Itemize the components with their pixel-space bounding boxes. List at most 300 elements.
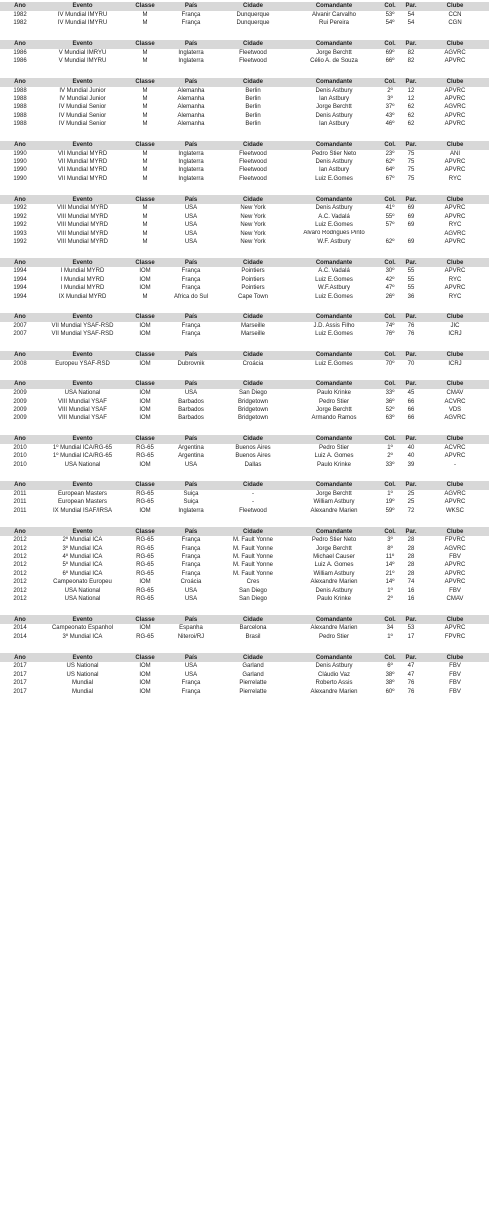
cell-classe: RG-65 — [136, 587, 154, 594]
header-comandante: Comandante — [289, 313, 379, 322]
header-colocacao: Col. — [379, 351, 401, 360]
header-cidade: Cidade — [217, 2, 289, 11]
cell-classe: RG-65 — [136, 596, 154, 603]
cell-comandante: Michael Causer — [313, 554, 355, 561]
cell-colocacao: 37º — [385, 104, 395, 111]
cell-classe: M — [142, 175, 148, 182]
results-table — [0, 141, 489, 184]
header-comandante: Comandante — [289, 527, 379, 536]
header-classe: Classe — [125, 435, 165, 444]
cell-participantes: 28 — [407, 545, 415, 552]
cell-cidade: Pointiers — [241, 276, 265, 283]
cell-clube: APVRC — [444, 112, 466, 119]
cell-participantes: 47 — [407, 671, 415, 678]
header-participantes: Par. — [401, 481, 421, 490]
cell-clube: APVRC — [444, 238, 466, 245]
results-section — [0, 435, 489, 469]
cell-pais: Espanha — [179, 625, 203, 632]
header-participantes: Par. — [401, 435, 421, 444]
cell-classe: M — [142, 238, 148, 245]
cell-participantes: 40 — [407, 444, 415, 451]
cell-ano: 2010 — [13, 461, 27, 468]
cell-clube: FBV — [449, 554, 461, 561]
cell-comandante: Alvaro Rodrigues Pinto — [303, 230, 365, 237]
cell-participantes: 69 — [407, 213, 415, 220]
cell-participantes: 25 — [407, 491, 415, 497]
cell-clube: APVRC — [444, 625, 466, 632]
cell-clube: APVRC — [444, 213, 466, 220]
cell-colocacao: 23º — [385, 150, 395, 157]
cell-pais: Niteroi/RJ — [177, 633, 205, 640]
cell-colocacao: 70º — [385, 360, 395, 367]
table-header-row — [0, 527, 489, 536]
results-section — [0, 195, 489, 246]
header-participantes: Par. — [401, 313, 421, 322]
header-participantes: Par. — [401, 615, 421, 624]
cell-colocacao: 60º — [385, 688, 395, 695]
cell-ano: 1986 — [13, 49, 27, 56]
cell-ano: 2012 — [13, 596, 27, 603]
cell-comandante: Luiz E.Gomes — [315, 293, 353, 300]
table-row — [0, 238, 489, 246]
cell-ano: 1994 — [13, 293, 27, 300]
cell-evento: IV Mundial Senior — [58, 112, 107, 119]
cell-ano: 1990 — [13, 150, 27, 157]
table-header-row — [0, 380, 489, 389]
cell-evento: IV Mundial IMYRU — [57, 12, 108, 18]
table-row — [0, 293, 489, 301]
header-evento: Evento — [40, 527, 125, 536]
cell-classe: IOM — [139, 285, 151, 292]
cell-clube: AGVRC — [444, 415, 466, 422]
cell-evento: VII Mundial YSAF-RSD — [51, 322, 114, 329]
header-evento: Evento — [40, 380, 125, 389]
table-row — [0, 398, 489, 406]
cell-comandante: Denis Astbury — [315, 112, 353, 119]
cell-comandante: J.D. Assis Filho — [313, 322, 355, 329]
cell-evento: US National — [66, 671, 99, 678]
cell-comandante: Ian Astbury — [318, 121, 350, 128]
header-evento: Evento — [40, 653, 125, 662]
cell-ano: 1994 — [13, 285, 27, 292]
cell-classe: M — [142, 49, 148, 56]
cell-evento: Campeonato Europeu — [53, 579, 112, 586]
table-row — [0, 595, 489, 603]
results-section — [0, 653, 489, 696]
header-ano: Ano — [0, 40, 40, 49]
cell-clube: FBV — [449, 671, 461, 678]
cell-ano: 1988 — [13, 121, 27, 128]
header-participantes: Par. — [401, 351, 421, 360]
cell-colocacao: 52º — [385, 406, 395, 413]
header-comandante: Comandante — [289, 351, 379, 360]
cell-cidade: Garland — [242, 663, 264, 670]
cell-cidade: M. Fault Yonne — [232, 545, 274, 552]
table-header-row — [0, 481, 489, 490]
cell-pais: França — [181, 562, 201, 569]
results-table — [0, 351, 489, 368]
header-participantes: Par. — [401, 653, 421, 662]
cell-pais: França — [181, 322, 201, 329]
cell-ano: 1994 — [13, 276, 27, 283]
cell-classe: IOM — [139, 398, 151, 405]
cell-participantes: 69 — [407, 238, 415, 245]
results-table — [0, 78, 489, 129]
cell-clube: APVRC — [444, 579, 466, 586]
cell-participantes: 53 — [407, 625, 415, 632]
header-ano: Ano — [0, 78, 40, 87]
results-section — [0, 527, 489, 603]
table-row — [0, 158, 489, 166]
cell-ano: 2012 — [13, 545, 27, 552]
cell-classe: M — [142, 87, 148, 94]
cell-pais: USA — [184, 390, 198, 397]
cell-ano: 1988 — [13, 96, 27, 103]
cell-pais: Dubrovnik — [177, 360, 205, 367]
table-header-row — [0, 40, 489, 49]
header-clube: Clube — [421, 615, 489, 624]
cell-ano: 1993 — [13, 230, 27, 237]
table-row — [0, 11, 489, 19]
results-section — [0, 258, 489, 301]
table-row — [0, 150, 489, 158]
cell-clube: RYC — [448, 276, 462, 283]
table-row — [0, 230, 489, 238]
cell-pais: Argentina — [178, 453, 204, 460]
cell-cidade: Croácia — [242, 360, 264, 367]
cell-comandante: Alexandre Marien — [310, 579, 358, 586]
cell-clube: ACVRC — [444, 444, 466, 451]
cell-participantes: 76 — [407, 680, 415, 687]
cell-participantes: 69 — [407, 222, 415, 229]
cell-clube: CCN — [448, 12, 462, 18]
cell-cidade: Fleetwood — [239, 167, 267, 174]
cell-ano: 2009 — [13, 398, 27, 405]
header-pais: País — [165, 351, 217, 360]
cell-pais: Alemanha — [177, 112, 205, 119]
cell-clube: RYC — [448, 175, 462, 182]
cell-colocacao: 64º — [385, 167, 395, 174]
cell-comandante: Paulo Krinke — [316, 390, 352, 397]
cell-clube: FBV — [449, 680, 461, 687]
header-colocacao: Col. — [379, 615, 401, 624]
cell-classe: M — [142, 58, 148, 65]
cell-clube: APVRC — [444, 268, 466, 275]
header-pais: País — [165, 615, 217, 624]
cell-ano: 2007 — [13, 331, 27, 338]
table-row — [0, 507, 489, 515]
cell-clube: CMAV — [446, 390, 464, 397]
header-cidade: Cidade — [217, 615, 289, 624]
cell-comandante: Pedro Stier Neto — [311, 537, 357, 544]
cell-colocacao: 53º — [385, 12, 395, 18]
cell-ano: 1990 — [13, 175, 27, 182]
cell-pais: França — [181, 276, 201, 283]
header-cidade: Cidade — [217, 527, 289, 536]
cell-colocacao: 33º — [385, 461, 395, 468]
cell-cidade: San Diego — [238, 390, 268, 397]
cell-classe: IOM — [139, 507, 151, 514]
cell-evento: I Mundial MYRD — [60, 276, 105, 283]
cell-colocacao: 26º — [385, 293, 395, 300]
cell-cidade: Marseille — [240, 322, 265, 329]
cell-classe: RG-65 — [136, 499, 154, 506]
table-row — [0, 444, 489, 452]
cell-cidade: Fleetwood — [239, 58, 267, 65]
header-ano: Ano — [0, 313, 40, 322]
cell-evento: Campeonato Espanhol — [51, 625, 114, 632]
table-header-row — [0, 653, 489, 662]
cell-comandante: Pedro Stier — [318, 444, 349, 451]
cell-colocacao: 2º — [387, 596, 393, 603]
cell-comandante: Armando Ramos — [311, 415, 357, 422]
cell-cidade: Dunquerque — [236, 20, 270, 27]
cell-participantes: 82 — [407, 49, 415, 56]
results-table — [0, 40, 489, 66]
table-row — [0, 19, 489, 27]
cell-clube: AGVRC — [444, 230, 466, 237]
table-header-row — [0, 258, 489, 267]
header-pais: País — [165, 2, 217, 11]
cell-pais: USA — [184, 213, 198, 220]
header-comandante: Comandante — [289, 380, 379, 389]
cell-evento: Mundial — [71, 688, 93, 695]
header-clube: Clube — [421, 141, 489, 150]
cell-comandante: Jorge Berchtt — [316, 545, 352, 552]
cell-classe: RG-65 — [136, 570, 154, 577]
cell-colocacao: 59º — [385, 507, 395, 514]
cell-cidade: Berlin — [245, 87, 261, 94]
cell-comandante: Ian Astbury — [318, 167, 350, 174]
header-evento: Evento — [40, 615, 125, 624]
header-colocacao: Col. — [379, 435, 401, 444]
cell-participantes: 28 — [407, 537, 415, 544]
results-section — [0, 78, 489, 129]
table-row — [0, 406, 489, 414]
cell-clube: VDS — [448, 406, 462, 413]
cell-evento: IV Mundial Junior — [59, 87, 106, 94]
cell-clube: ANI — [449, 150, 460, 157]
table-row — [0, 276, 489, 284]
cell-participantes — [401, 230, 421, 238]
cell-ano: 2011 — [13, 507, 27, 514]
cell-colocacao: 3º — [387, 537, 393, 544]
table-header-row — [0, 435, 489, 444]
cell-evento: USA National — [64, 461, 101, 468]
cell-classe: IOM — [139, 680, 151, 687]
cell-colocacao: 21º — [385, 570, 395, 577]
cell-participantes: 66 — [407, 415, 415, 422]
cell-participantes: 62 — [407, 112, 415, 119]
cell-classe: IOM — [139, 461, 151, 468]
cell-clube: FBV — [449, 688, 461, 695]
cell-classe: M — [142, 293, 148, 300]
header-clube: Clube — [421, 195, 489, 204]
cell-ano: 2007 — [13, 322, 27, 329]
table-row — [0, 662, 489, 670]
cell-classe: M — [142, 112, 148, 119]
cell-clube: AGVRC — [444, 491, 466, 497]
cell-evento: VIII Mundial YSAF — [58, 398, 107, 405]
cell-pais: França — [181, 20, 201, 27]
cell-classe: M — [142, 213, 148, 220]
cell-cidade: Bridgetown — [237, 415, 269, 422]
cell-cidade: Berlin — [245, 96, 261, 103]
cell-evento: 6º Mundial ICA — [62, 570, 103, 577]
cell-cidade: New York — [240, 222, 266, 229]
results-table — [0, 615, 489, 641]
header-clube: Clube — [421, 258, 489, 267]
cell-pais: Alemanha — [177, 96, 205, 103]
cell-pais: França — [181, 688, 201, 695]
header-ano: Ano — [0, 141, 40, 150]
header-cidade: Cidade — [217, 195, 289, 204]
cell-evento: 1º Mundial ICA/RG-65 — [52, 444, 113, 451]
cell-cidade: Brasil — [245, 633, 261, 640]
cell-clube: CMAV — [446, 596, 464, 603]
cell-comandante: Denis Astbury — [315, 663, 353, 670]
cell-pais: USA — [184, 461, 198, 468]
cell-evento: USA National — [64, 390, 101, 397]
cell-evento: IX Mundial MYRD — [58, 293, 107, 300]
header-colocacao: Col. — [379, 380, 401, 389]
cell-participantes: 75 — [407, 167, 415, 174]
results-section — [0, 481, 489, 515]
header-participantes: Par. — [401, 78, 421, 87]
cell-comandante: Luiz E.Gomes — [315, 360, 353, 367]
cell-evento: VIII Mundial MYRD — [56, 213, 108, 220]
header-participantes: Par. — [401, 40, 421, 49]
cell-comandante: W.F.Astbury — [317, 285, 350, 292]
cell-participantes: 75 — [407, 150, 415, 157]
cell-participantes: 69 — [407, 205, 415, 212]
header-evento: Evento — [40, 78, 125, 87]
header-evento: Evento — [40, 2, 125, 11]
cell-classe: RG-65 — [136, 537, 154, 544]
cell-clube: FBV — [449, 587, 461, 594]
cell-pais: França — [181, 554, 201, 561]
cell-evento: European Masters — [57, 499, 108, 506]
header-participantes: Par. — [401, 258, 421, 267]
results-section — [0, 40, 489, 66]
cell-evento: USA National — [64, 587, 101, 594]
cell-clube: AGVRC — [444, 545, 466, 552]
cell-comandante: A.C. Vadalá — [318, 268, 350, 275]
cell-clube: JIC — [450, 322, 460, 329]
cell-colocacao: 62º — [385, 159, 395, 166]
cell-colocacao: 8º — [387, 545, 393, 552]
cell-comandante: Luiz E.Gomes — [315, 222, 353, 229]
cell-comandante: Alvanir Carvalho — [311, 12, 357, 18]
header-clube: Clube — [421, 481, 489, 490]
cell-participantes: 76 — [407, 688, 415, 695]
header-ano: Ano — [0, 527, 40, 536]
header-comandante: Comandante — [289, 2, 379, 11]
cell-cidade: M. Fault Yonne — [232, 554, 274, 561]
cell-cidade: New York — [240, 238, 266, 245]
cell-ano: 2014 — [13, 625, 27, 632]
cell-ano: 1992 — [13, 238, 27, 245]
cell-ano: 1992 — [13, 222, 27, 229]
cell-comandante: Luiz A. Gomes — [314, 562, 354, 569]
cell-pais: Inglaterra — [178, 175, 204, 182]
cell-cidade: Bridgetown — [237, 398, 269, 405]
cell-participantes: 55 — [407, 285, 415, 292]
cell-colocacao — [379, 230, 401, 238]
table-row — [0, 679, 489, 687]
cell-participantes: 12 — [407, 96, 415, 103]
cell-cidade: Pointiers — [241, 268, 265, 275]
cell-cidade: Marseille — [240, 331, 265, 338]
cell-participantes: 25 — [407, 499, 415, 506]
cell-classe: IOM — [139, 268, 151, 275]
header-evento: Evento — [40, 481, 125, 490]
table-row — [0, 322, 489, 330]
table-row — [0, 587, 489, 595]
cell-classe: M — [142, 222, 148, 229]
cell-comandante: Alexandre Marien — [310, 507, 358, 514]
results-table — [0, 653, 489, 696]
cell-ano: 2011 — [13, 499, 27, 506]
cell-colocacao: 11º — [385, 554, 395, 561]
header-cidade: Cidade — [217, 380, 289, 389]
cell-classe: IOM — [139, 406, 151, 413]
table-row — [0, 553, 489, 561]
cell-evento: VIII Mundial MYRD — [56, 205, 108, 212]
cell-colocacao: 67º — [385, 175, 395, 182]
cell-comandante: Roberto Assis — [315, 680, 353, 687]
cell-evento: VIII Mundial MYRD — [56, 230, 108, 237]
header-evento: Evento — [40, 351, 125, 360]
cell-comandante: Jorge Berchtt — [316, 49, 352, 56]
cell-pais: Barbados — [178, 415, 204, 422]
cell-evento: I Mundial MYRD — [60, 285, 105, 292]
cell-evento: VII Mundial MYRD — [57, 150, 108, 157]
cell-colocacao: 57º — [385, 222, 395, 229]
cell-evento: VII Mundial MYRD — [57, 167, 108, 174]
cell-classe: RG-65 — [136, 554, 154, 561]
cell-participantes: 54 — [407, 12, 415, 18]
results-section — [0, 380, 489, 423]
cell-clube: ACVRC — [444, 398, 466, 405]
cell-clube: FPVRC — [444, 537, 466, 544]
cell-colocacao: 1º — [387, 587, 393, 594]
header-evento: Evento — [40, 435, 125, 444]
cell-ano: 2017 — [13, 680, 27, 687]
header-pais: País — [165, 78, 217, 87]
cell-colocacao: 63º — [385, 415, 395, 422]
header-pais: País — [165, 653, 217, 662]
results-table — [0, 481, 489, 515]
cell-pais: Croácia — [180, 579, 202, 586]
cell-cidade: Pierrelatte — [239, 680, 267, 687]
cell-comandante: William Astbury — [313, 570, 355, 577]
header-classe: Classe — [125, 195, 165, 204]
cell-pais: USA — [184, 663, 198, 670]
header-clube: Clube — [421, 435, 489, 444]
cell-colocacao: 6º — [387, 663, 393, 670]
header-cidade: Cidade — [217, 653, 289, 662]
cell-clube: APVRC — [444, 96, 466, 103]
header-ano: Ano — [0, 195, 40, 204]
cell-colocacao: 2º — [387, 87, 393, 94]
cell-participantes: 76 — [407, 322, 415, 329]
cell-clube: ICRJ — [448, 331, 462, 338]
cell-classe: M — [142, 20, 148, 27]
cell-clube: FPVRC — [444, 633, 466, 640]
cell-participantes: 28 — [407, 562, 415, 569]
cell-participantes: 70 — [407, 360, 415, 367]
